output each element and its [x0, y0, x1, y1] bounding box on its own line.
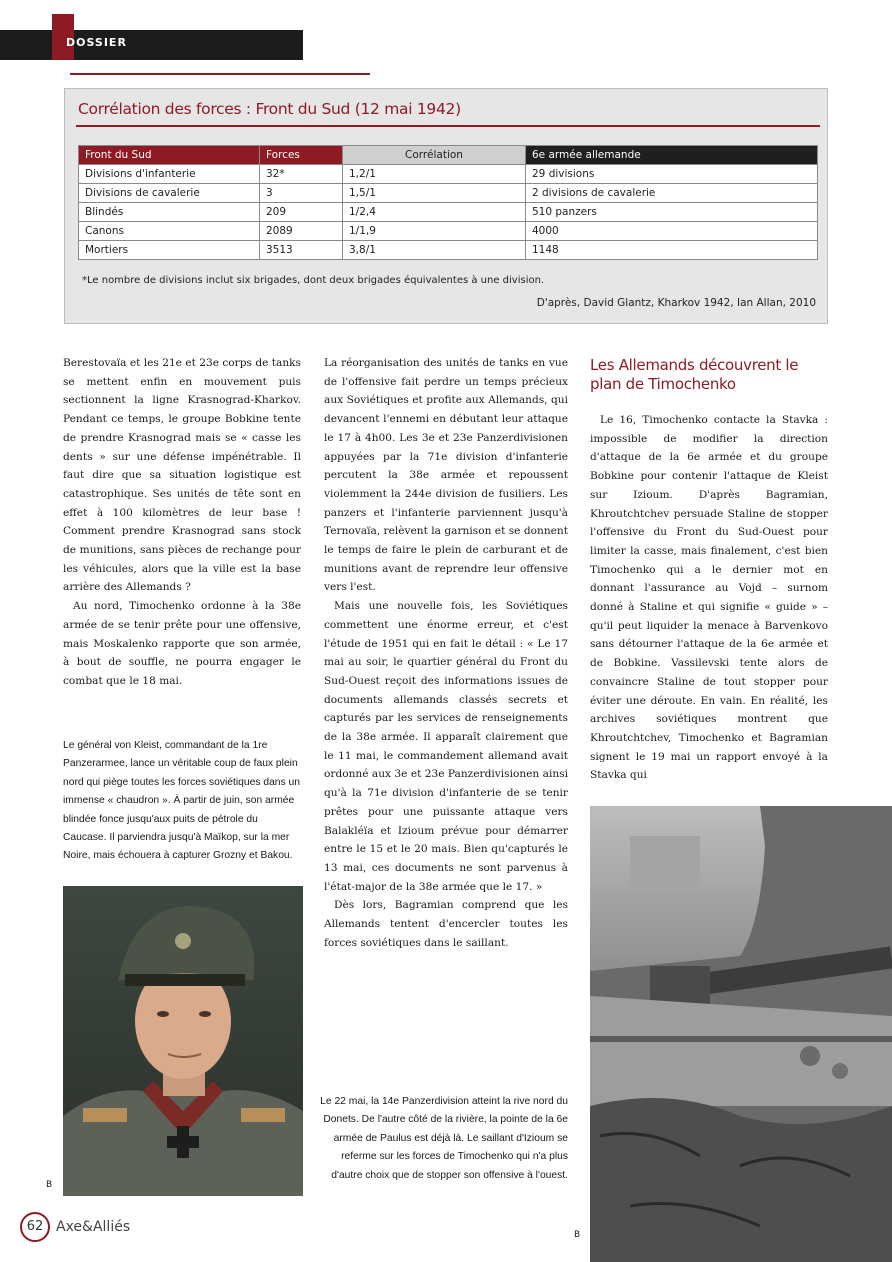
table-cell: Divisions de cavalerie	[79, 184, 260, 203]
header-front-du-sud: Front du Sud	[79, 146, 260, 165]
tank-image	[590, 806, 892, 1262]
paragraph: Dès lors, Bagramian comprend que les Allemands tentent d'encercler toutes les forces soviétiques dans le saillant.	[324, 899, 568, 949]
table-cell: 510 panzers	[526, 203, 818, 222]
table-row	[79, 222, 818, 241]
page-number: 62	[20, 1212, 50, 1242]
paragraph: Au nord, Timochenko ordonne à la 38e armée de se tenir prête pour une offensive, mais Moskalenko rapporte que son armée, à bout de souffle, ne pourra engager le combat que le 18 mai.	[63, 600, 301, 687]
forces-table	[78, 145, 818, 260]
table-row	[79, 241, 818, 260]
header-correlation: Corrélation	[343, 146, 526, 165]
portrait-photo	[63, 886, 303, 1196]
header-6e-armee: 6e armée allemande	[526, 146, 818, 165]
tank-photo-caption: Le 22 mai, la 14e Panzerdivision atteint la rive nord du Donets. De l'autre côté de la rivière, la pointe de la 6e armée de Paulus est déjà là. Le saillant d'Izioum se referme sur les forces de Timochenko qui n'a plus d'autre choix que de stopper son offensive à l'ouest.	[320, 1096, 568, 1181]
table-row	[79, 165, 818, 184]
paragraph: Berestovaïa et les 21e et 23e corps de tanks se mettent enfin en mouvement puis sectionnent la ligne Krasnograd-Kharkov. Pendant ce temps, le groupe Bobkine tente de prendre Krasnograd mais se « casse les dents » sur une défense impénétrable. Il faut dire que sa situation logistique est catastrophique. Ses unités de tête sont en effet à 100 kilomètres de leur base ! Comment prendre Krasnograd sans stock de munitions, sans pièces de rechange pour les véhicules, alors que la ville est la base arrière des Allemands ?	[63, 357, 301, 594]
paragraph: Mais une nouvelle fois, les Soviétiques commettent une énorme erreur, et c'est l'étude de 1951 qui en fait le détail : « Le 17 mai au soir, le quartier général du Front du Sud-Ouest reçoit des informations issues de documents allemands classés secrets et capturés par les services de renseignements de la 38e armée. Il apparaît clairement que le 11 mai, le commandement allemand avait ordonné aux 3e et 23e Panzerdivisionen ainsi qu'à la 71e division d'infanterie de se tenir prêtes pour une puissante attaque vers Balakléïa et Izioum prévue pour démarrer entre le 15 et le 20 mais. Bien qu'capturés le 13 mai, ces documents ne sont parvenus à l'état-major de la 38e armée que le 17. »	[324, 600, 568, 893]
paragraph: La réorganisation des unités de tanks en vue de l'offensive fait perdre un temps précieux aux Soviétiques et profite aux Allemands, qui devancent l'ennemi en débutant leur attaque le 17 à 4h00. Les 3e et 23e Panzerdivisionen appuyées par la 71e division d'infanterie percutent la 38e armée et repoussent violemment la 244e division de fusiliers. Les panzers et l'infanterie parviennent jusqu'à Ternovaïa, relèvent la garnison et se donnent le temps de faire le plein de carburant et de munitions avant de reprendre leur offensive vers l'est.	[324, 357, 568, 594]
table-footnote: *Le nombre de divisions inclut six brigades, dont deux brigades équivalentes à une division.	[82, 275, 545, 286]
magazine-name: Axe&Alliés	[56, 1219, 131, 1235]
table-cell: Canons	[79, 222, 260, 241]
table-cell: 1/1,9	[343, 222, 526, 241]
table-cell: 1/2,4	[343, 203, 526, 222]
table-cell: 4000	[526, 222, 818, 241]
table-row	[79, 203, 818, 222]
table-row	[79, 184, 818, 203]
paragraph: Le 16, Timochenko contacte la Stavka : impossible de modifier la direction d'attaque de la 6e armée et du groupe Bobkine pour contenir l'attaque de Kleist sur Izioum. D'après Bagramian, Khroutchtchev persuade Staline de stopper l'offensive du Front du Sud-Ouest pour limiter la casse, mais finalement, c'est bien Timochenko qui a le dernier mot en donnant l'assurance au Vojd – surnom donné à Staline et qui signifie « guide » – qu'il peut liquider la menace à Barvenkovo sans détourner l'attaque de la 6e armée et de Bobkine. Vassilevski tente alors de convaincre Staline de tout stopper pour éviter une déroute. En vain. En réalité, les archives soviétiques montrent que Khroutchtchev, Timochenko et Bagramian signent le 19 mai un rapport envoyé à la Stavka qui	[590, 414, 828, 782]
header-forces: Forces	[260, 146, 343, 165]
table-cell: 3,8/1	[343, 241, 526, 260]
table-cell: 2 divisions de cavalerie	[526, 184, 818, 203]
table-cell: 3513	[260, 241, 343, 260]
portrait-caption: Le général von Kleist, commandant de la 1re Panzerarmee, lance un véritable coup de faux plein nord qui piège toutes les forces soviétiques dans un immense « chaudron ». À partir de juin, son armée blindée fonce jusqu'aux puits de pétrole du Caucase. Il parviendra jusqu'à Maïkop, sur la mer Noire, mais échouera à capturer Grozny et Bakou.	[63, 740, 300, 862]
table-title-underline	[76, 125, 820, 127]
section-label: DOSSIER	[66, 36, 127, 49]
article-column-2	[324, 354, 568, 953]
table-title: Corrélation des forces : Front du Sud (12 mai 1942)	[78, 100, 461, 118]
section-header-bar	[0, 30, 303, 60]
photo-credit: B	[46, 1180, 53, 1190]
article-column-1	[63, 354, 301, 691]
photo-credit: B	[574, 1230, 581, 1240]
table-cell: 32*	[260, 165, 343, 184]
table-cell: 1,5/1	[343, 184, 526, 203]
table-cell: 3	[260, 184, 343, 203]
tank-photo	[590, 806, 892, 1262]
table-header-row	[79, 146, 818, 165]
section-divider	[70, 73, 370, 75]
table-cell: Mortiers	[79, 241, 260, 260]
table-cell: 2089	[260, 222, 343, 241]
table-cell: Blindés	[79, 203, 260, 222]
section-heading: Les Allemands découvrent le plan de Timochenko	[590, 356, 799, 393]
table-cell: 1148	[526, 241, 818, 260]
table-cell: 209	[260, 203, 343, 222]
table-source: D'après, David Glantz, Kharkov 1942, Ian Allan, 2010	[536, 297, 816, 309]
portrait-image	[63, 886, 303, 1196]
table-cell: Divisions d'infanterie	[79, 165, 260, 184]
table-cell: 1,2/1	[343, 165, 526, 184]
article-column-3	[590, 411, 828, 785]
table-cell: 29 divisions	[526, 165, 818, 184]
